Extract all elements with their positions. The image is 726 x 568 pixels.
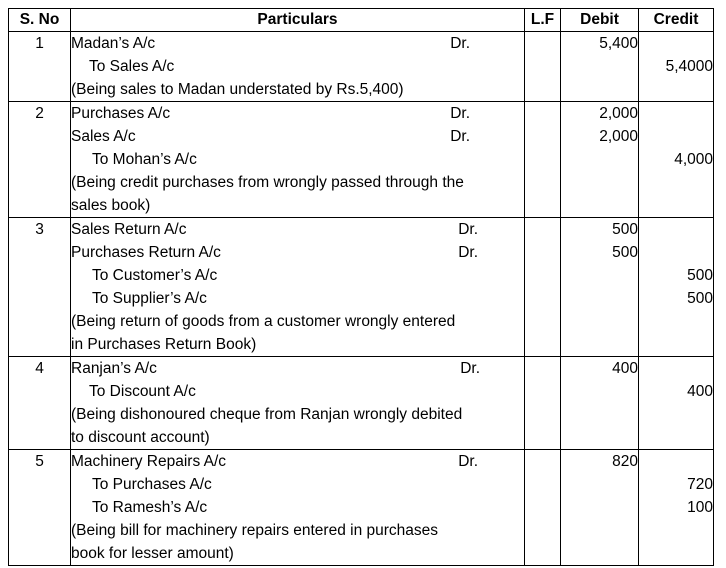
entry-number: 3 (9, 218, 71, 357)
debit-cell (561, 357, 639, 450)
lf-cell (525, 218, 561, 357)
entry-number: 1 (9, 32, 71, 102)
header-row (9, 9, 714, 32)
debit-line (71, 450, 524, 473)
narration-line: (Being bill for machinery repairs entered in purchases (71, 522, 439, 539)
debit-line (71, 218, 524, 241)
debit-amount: 2,000 (599, 128, 638, 145)
debit-account: Ranjan’s A/c (71, 360, 157, 377)
particulars-cell (71, 218, 525, 357)
debit-account: Sales Return A/c (71, 221, 187, 238)
narration-line: (Being return of goods from a customer wrongly entered (71, 313, 456, 330)
narration: (Being sales to Madan understated by Rs.5,400) (71, 81, 404, 98)
narration-line: to discount account) (71, 429, 210, 446)
debit-line (71, 241, 524, 264)
col-header-lf: L.F (525, 9, 561, 32)
lf-cell (525, 357, 561, 450)
dr-marker: Dr. (450, 35, 470, 52)
col-header-sno: S. No (9, 9, 71, 32)
credit-amount: 5,4000 (665, 58, 713, 75)
narration-line: sales book) (71, 197, 151, 214)
credit-account: To Discount A/c (89, 383, 196, 400)
particulars-cell (71, 32, 525, 102)
journal-entry-4 (9, 357, 714, 450)
debit-account: Purchases Return A/c (71, 244, 221, 261)
lf-cell (525, 102, 561, 218)
credit-amount: 500 (687, 267, 713, 284)
debit-amount: 5,400 (599, 35, 638, 52)
credit-amount: 720 (687, 476, 713, 493)
credit-account: To Ramesh’s A/c (92, 499, 208, 516)
journal-entry-5 (9, 450, 714, 566)
entry-number: 2 (9, 102, 71, 218)
credit-cell (639, 32, 714, 102)
debit-account: Sales A/c (71, 128, 136, 145)
debit-cell (561, 450, 639, 566)
debit-cell (561, 218, 639, 357)
debit-line (71, 125, 524, 148)
debit-amount: 500 (612, 221, 638, 238)
journal-entry-2 (9, 102, 714, 218)
credit-cell (639, 357, 714, 450)
credit-account: To Customer’s A/c (92, 267, 218, 284)
debit-account: Machinery Repairs A/c (71, 453, 227, 470)
debit-line (71, 102, 524, 125)
debit-line (71, 357, 524, 380)
journal-entry-1 (9, 32, 714, 102)
journal-sheet (8, 8, 714, 566)
col-header-particulars: Particulars (71, 9, 525, 32)
credit-cell (639, 102, 714, 218)
credit-account: To Supplier’s A/c (92, 290, 207, 307)
particulars-cell (71, 102, 525, 218)
dr-marker: Dr. (450, 128, 470, 145)
credit-account: To Mohan’s A/c (92, 151, 197, 168)
narration-line: (Being dishonoured cheque from Ranjan wrongly debited (71, 406, 463, 423)
dr-marker: Dr. (450, 105, 470, 122)
dr-marker: Dr. (458, 244, 478, 261)
credit-cell (639, 450, 714, 566)
credit-amount: 400 (687, 383, 713, 400)
dr-marker: Dr. (458, 221, 478, 238)
dr-marker: Dr. (460, 360, 480, 377)
debit-amount: 820 (612, 453, 638, 470)
dr-marker: Dr. (458, 453, 478, 470)
entry-number: 5 (9, 450, 71, 566)
particulars-cell (71, 357, 525, 450)
entry-number: 4 (9, 357, 71, 450)
narration-line: in Purchases Return Book) (71, 336, 257, 353)
debit-account: Purchases A/c (71, 105, 171, 122)
credit-account: To Sales A/c (89, 58, 175, 75)
col-header-debit: Debit (561, 9, 639, 32)
debit-amount: 500 (612, 244, 638, 261)
narration-line: (Being credit purchases from wrongly passed through the (71, 174, 464, 191)
debit-cell (561, 32, 639, 102)
debit-cell (561, 102, 639, 218)
credit-amount: 500 (687, 290, 713, 307)
narration-line: book for lesser amount) (71, 545, 234, 562)
debit-account: Madan’s A/c (71, 35, 156, 52)
debit-amount: 400 (612, 360, 638, 377)
col-header-credit: Credit (639, 9, 714, 32)
lf-cell (525, 450, 561, 566)
credit-cell (639, 218, 714, 357)
debit-amount: 2,000 (599, 105, 638, 122)
debit-line (71, 32, 524, 55)
lf-cell (525, 32, 561, 102)
particulars-cell (71, 450, 525, 566)
credit-amount: 100 (687, 499, 713, 516)
journal-entry-3 (9, 218, 714, 357)
credit-amount: 4,000 (674, 151, 713, 168)
credit-account: To Purchases A/c (92, 476, 212, 493)
journal-table (8, 8, 714, 566)
